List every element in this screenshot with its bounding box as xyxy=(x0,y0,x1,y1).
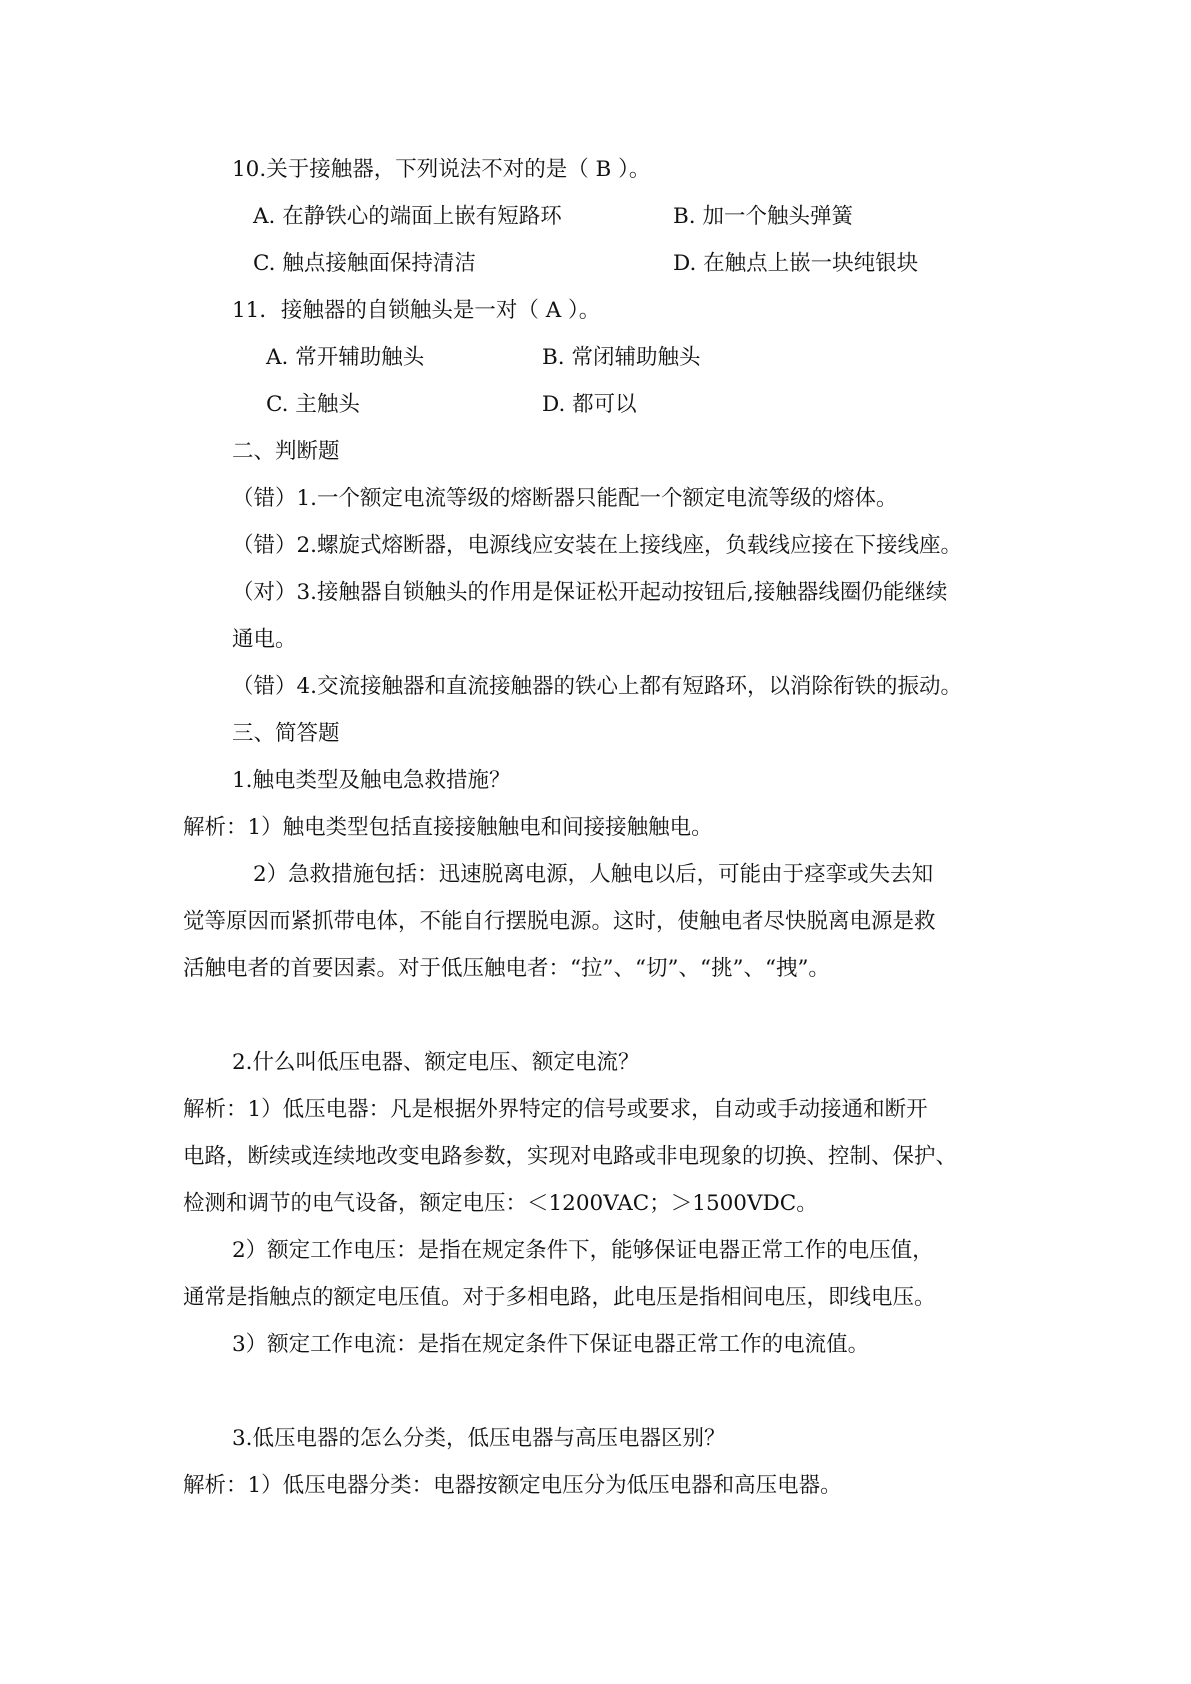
judge-item-3-cont: 通电。 xyxy=(232,627,297,652)
q10-option-d: D. 在触点上嵌一块纯银块 xyxy=(673,251,919,276)
short-q1-answer-line-4: 活触电者的首要因素。对于低压触电者：“拉”、“切”、“挑”、“拽”。 xyxy=(183,956,830,981)
short-q3-answer-line-1: 解析：1）低压电器分类：电器按额定电压分为低压电器和高压电器。 xyxy=(183,1473,842,1498)
short-heading: 三、简答题 xyxy=(232,721,340,746)
short-q2-answer-line-6: 3）额定工作电流：是指在规定条件下保证电器正常工作的电流值。 xyxy=(232,1332,870,1357)
q11-option-a: A. 常开辅助触头 xyxy=(266,345,425,370)
q11-option-c: C. 主触头 xyxy=(266,392,360,417)
q10-option-c: C. 触点接触面保持清洁 xyxy=(253,251,476,276)
judge-item-2: （错）2.螺旋式熔断器，电源线应安装在上接线座，负载线应接在下接线座。 xyxy=(232,533,963,558)
q10-stem: 10.关于接触器，下列说法不对的是（ B ）。 xyxy=(232,157,651,182)
q10-option-b: B. 加一个触头弹簧 xyxy=(673,204,853,229)
short-q1-question: 1.触电类型及触电急救措施？ xyxy=(232,768,511,793)
q10-option-a: A. 在静铁心的端面上嵌有短路环 xyxy=(253,204,562,229)
short-q1-answer-line-1: 解析：1）触电类型包括直接接触触电和间接接触触电。 xyxy=(183,815,713,840)
short-q3-question: 3.低压电器的怎么分类，低压电器与高压电器区别？ xyxy=(232,1426,726,1451)
judge-heading: 二、判断题 xyxy=(232,439,340,464)
short-q2-answer-line-1: 解析：1）低压电器：凡是根据外界特定的信号或要求，自动或手动接通和断开 xyxy=(183,1097,928,1122)
q11-option-d: D. 都可以 xyxy=(542,392,637,417)
q11-stem: 11．接触器的自锁触头是一对（ A ）。 xyxy=(232,298,601,323)
short-q2-answer-line-4: 2）额定工作电压：是指在规定条件下，能够保证电器正常工作的电压值， xyxy=(232,1238,934,1263)
short-q2-answer-line-5: 通常是指触点的额定电压值。对于多相电路，此电压是指相间电压，即线电压。 xyxy=(183,1285,936,1310)
short-q1-answer-line-2: 2）急救措施包括：迅速脱离电源，人触电以后，可能由于痉挛或失去知 xyxy=(253,862,934,887)
judge-item-3: （对）3.接触器自锁触头的作用是保证松开起动按钮后,接触器线圈仍能继续 xyxy=(232,580,948,605)
short-q1-answer-line-3: 觉等原因而紧抓带电体，不能自行摆脱电源。这时，使触电者尽快脱离电源是救 xyxy=(183,909,936,934)
judge-item-1: （错）1.一个额定电流等级的熔断器只能配一个额定电流等级的熔体。 xyxy=(232,486,898,511)
short-q2-answer-line-2: 电路，断续或连续地改变电路参数，实现对电路或非电现象的切换、控制、保护、 xyxy=(183,1144,958,1169)
judge-item-4: （错）4.交流接触器和直流接触器的铁心上都有短路环，以消除衔铁的振动。 xyxy=(232,674,963,699)
short-q2-answer-line-3: 检测和调节的电气设备，额定电压：＜1200VAC；＞1500VDC。 xyxy=(183,1191,818,1216)
q11-option-b: B. 常闭辅助触头 xyxy=(542,345,701,370)
short-q2-question: 2.什么叫低压电器、额定电压、额定电流？ xyxy=(232,1050,640,1075)
